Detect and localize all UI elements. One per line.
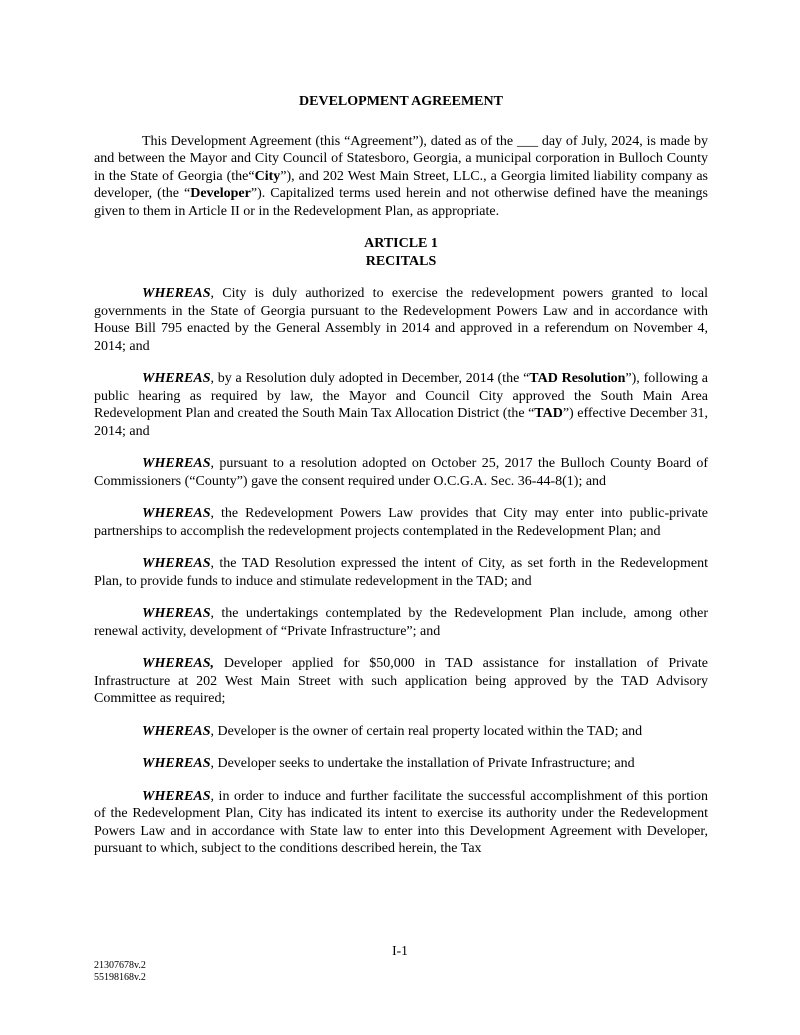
intro-paragraph <box>94 133 708 221</box>
text-run: , by a Resolution duly adopted in December, 2014 (the “ <box>210 371 530 386</box>
text-run: , City is duly authorized to exercise the redevelopment powers granted to local governments in the State of Georgia pursuant to the Redevelopment Powers Law and in accordance with House Bill 795 enacted by the General Assembly in 2014 and approved in a referendum on November 4, 2014; and <box>94 286 708 354</box>
text-run: , the Redevelopment Powers Law provides that City may enter into public-private partnerships to accomplish the redevelopment projects contemplated in the Redevelopment Plan; and <box>94 506 708 539</box>
whereas-paragraph-2 <box>94 370 708 440</box>
document-title: DEVELOPMENT AGREEMENT <box>299 94 503 109</box>
text-run: WHEREAS <box>142 788 211 804</box>
whereas-paragraph-7 <box>94 655 708 708</box>
text-run: , the undertakings contemplated by the Redevelopment Plan include, among other renewal activity, development of “Private Infrastructure”; and <box>94 606 708 639</box>
text-run: Developer <box>190 186 251 201</box>
page-number: I-1 <box>392 943 408 958</box>
whereas-paragraph-9 <box>94 755 708 773</box>
text-run: City <box>254 168 281 184</box>
article-heading-line: RECITALS <box>365 253 437 269</box>
text-run: , Developer is the owner of certain real property located within the TAD; and <box>210 723 643 739</box>
text-run: , Developer seeks to undertake the installation of Private Infrastructure; and <box>210 756 635 771</box>
text-run: TAD Resolution <box>529 371 626 386</box>
whereas-paragraph-8 <box>94 723 708 741</box>
text-run: WHEREAS <box>142 723 211 739</box>
version-id-1: 21307678v.2 <box>94 960 146 971</box>
text-run: WHEREAS, <box>142 656 214 671</box>
document-version-ids <box>94 960 146 984</box>
text-run: This Development Agreement (this “Agreement”), dated as of the ___ day of July, 2024, is made by and between the Mayor and City Council of Statesboro, Georgia, a municipal corporation in Bulloch County in the State of Georgia (the“ <box>94 133 708 184</box>
whereas-paragraph-10 <box>94 788 708 858</box>
document-body <box>94 133 708 858</box>
text-run: WHEREAS <box>142 756 211 771</box>
text-run: WHEREAS <box>142 606 211 621</box>
article-heading-line: ARTICLE 1 <box>364 236 438 251</box>
text-run: WHEREAS <box>142 286 211 301</box>
article-1-heading <box>94 235 708 270</box>
text-run: WHEREAS <box>142 556 211 571</box>
whereas-paragraph-4 <box>94 505 708 540</box>
whereas-paragraph-5 <box>94 555 708 590</box>
whereas-paragraph-1 <box>94 285 708 355</box>
text-run: ”). Capitalized terms used herein and not otherwise defined have the meanings given to them in Article II or in the Redevelopment Plan, as appropriate. <box>94 186 708 219</box>
text-run: Developer applied for $50,000 in TAD assistance for installation of Private Infrastructure at 202 West Main Street with such application being approved by the TAD Advisory Committee as required; <box>94 656 708 706</box>
whereas-paragraph-3 <box>94 455 708 490</box>
page-content <box>94 93 708 873</box>
text-run: , pursuant to a resolution adopted on October 25, 2017 the Bulloch County Board of Commissioners (“County”) gave the consent required under O.C.G.A. Sec. 36-44-8(1); and <box>94 456 708 489</box>
text-run: TAD <box>534 406 563 421</box>
text-run: ”), and 202 West Main Street, LLC., a Georgia limited liability company as developer, (the “ <box>94 168 708 201</box>
text-run: WHEREAS <box>142 456 211 471</box>
text-run: , in order to induce and further facilitate the successful accomplishment of this portion of the Redevelopment Plan, City has indicated its intent to exercise its authority under the Redevelopment Powers Law and in accordance with State law to enter into this Development Agreement with Developer, pursuant to which, subject to the conditions described herein, the Tax <box>94 788 708 856</box>
text-run: , the TAD Resolution expressed the intent of City, as set forth in the Redevelopment Plan, to provide funds to induce and stimulate redevelopment in the TAD; and <box>94 556 708 589</box>
text-run: ”), following a public hearing as required by law, the Mayor and Council City approved the South Main Area Redevelopment Plan and created the South Main Tax Allocation District (the “ <box>94 371 709 421</box>
version-id-2: 55198168v.2 <box>94 972 146 983</box>
text-run: ”) effective December 31, 2014; and <box>94 406 708 439</box>
whereas-paragraph-6 <box>94 605 708 640</box>
text-run: WHEREAS <box>142 371 211 386</box>
text-run: WHEREAS <box>142 506 211 521</box>
